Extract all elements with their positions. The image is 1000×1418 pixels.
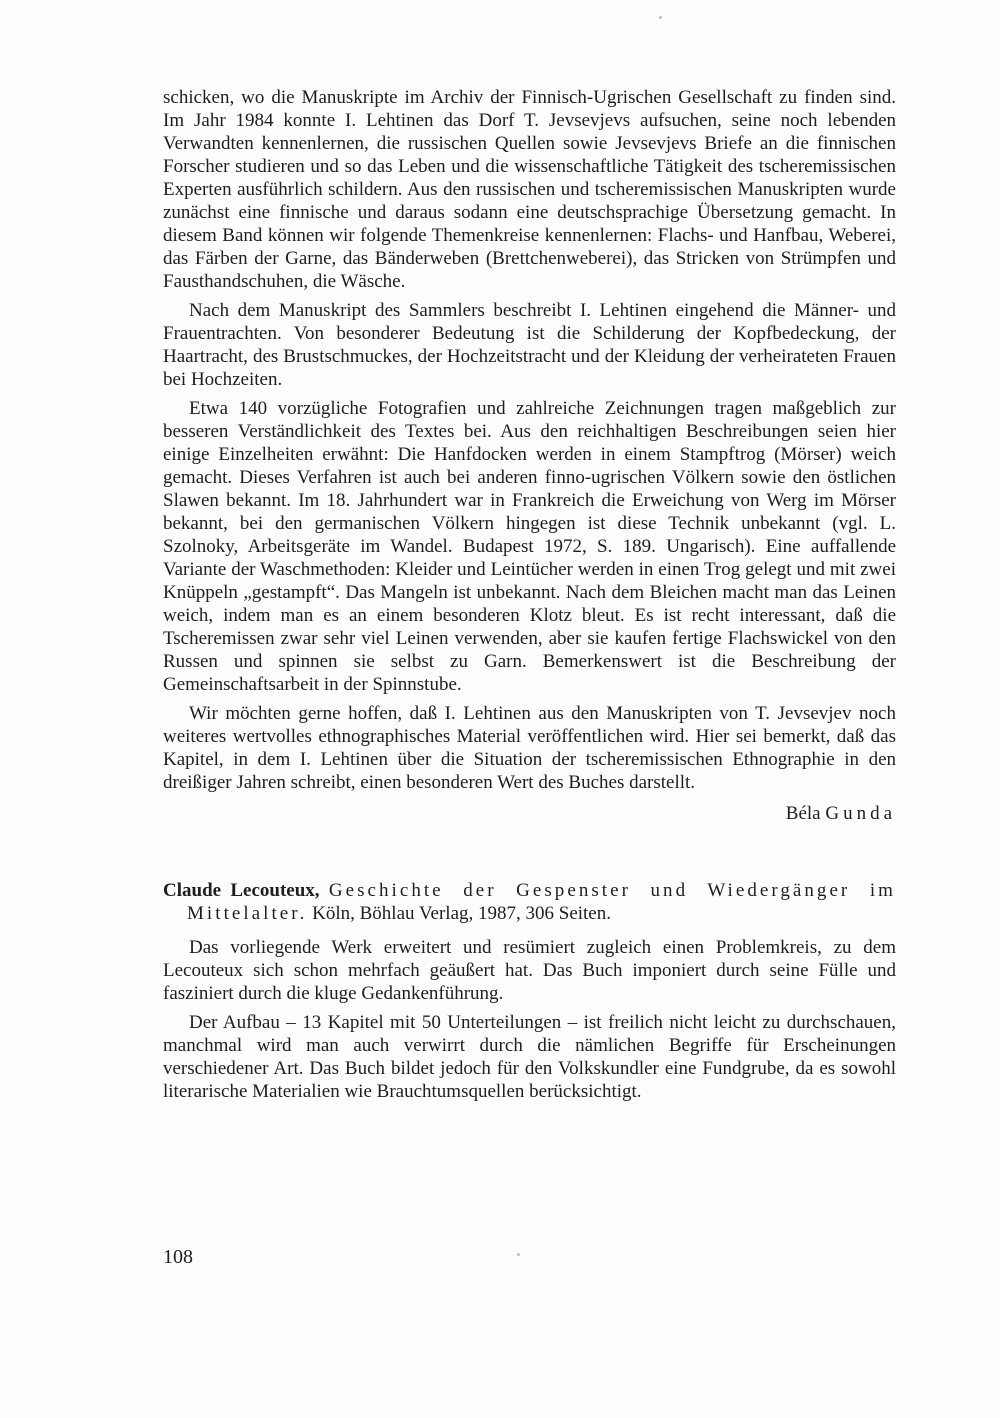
book-publication: Köln, Böhlau Verlag, 1987, 306 Seiten. — [312, 903, 611, 924]
signature-surname: Gunda — [825, 803, 896, 824]
body-paragraph: Der Aufbau – 13 Kapitel mit 50 Unterteilungen – ist freilich nicht leicht zu durchschauen, manchmal wird man auch verwirrt durch die nämlichen Begriffe für Erscheinungen verschiedener Art. Das Buch bildet jedoch für den Volkskundler eine Fundgrube, da es sowohl literarische Materialien wie Brauchtumsquellen berücksichtigt. — [163, 1012, 896, 1102]
book-title: Geschichte der Gespenster und Wiedergänger im Mittelalter. — [187, 880, 896, 924]
signature-given-name: Béla — [785, 803, 821, 824]
body-paragraph: schicken, wo die Manuskripte im Archiv der Finnisch-Ugrischen Gesellschaft zu finden sind. Im Jahr 1984 konnte I. Lehtinen das Dorf T. Jevsevjevs aufsuchen, seine noch lebenden Verwandten kennenlernen, die russischen Quellen sowie Jevsevjevs Briefe an die finnischen Forscher studieren und so das Leben und die wissenschaftliche Tätigkeit des tscheremissischen Experten ausführlich schildern. Aus den russischen und tscheremissischen Manuskripten wurde zunächst eine finnische und daraus sodann eine deutschsprachige Übersetzung gemacht. In diesem Band können wir folgende Themenkreise kennenlernen: Flachs- und Hanfbau, Weberei, das Färben der Garne, das Bänderweben (Brettchenweberei), das Stricken von Strümpfen und Fausthandschuhen, die Wäsche. — [163, 87, 896, 292]
review-signature — [163, 802, 896, 825]
review-lehtinen — [163, 86, 896, 825]
body-paragraph: Nach dem Manuskript des Sammlers beschreibt I. Lehtinen eingehend die Männer- und Frauentrachten. Von besonderer Bedeutung ist die Schilderung der Kopfbedeckung, der Haartracht, des Brustschmuckes, der Hochzeitstracht und der Kleidung der verheirateten Frauen bei Hochzeiten. — [163, 300, 896, 390]
book-author: Claude Lecouteux, — [163, 880, 320, 901]
review-lecouteux — [163, 879, 896, 1103]
page-number: 108 — [163, 1246, 193, 1268]
text-column — [163, 86, 896, 1103]
body-paragraph: Das vorliegende Werk erweitert und resümiert zugleich einen Problemkreis, zu dem Lecouteux sich schon mehrfach geäußert hat. Das Buch imponiert durch seine Fülle und fasziniert durch die kluge Gedankenführung. — [163, 937, 896, 1004]
body-paragraph: Etwa 140 vorzügliche Fotografien und zahlreiche Zeichnungen tragen maßgeblich zur besseren Verständlichkeit des Textes bei. Aus den reichhaltigen Beschreibungen seien hier einige Einzelheiten erwähnt: Die Hanfdocken werden in einem Stampftrog (Mörser) weich gemacht. Dieses Verfahren ist auch bei anderen finno-ugrischen Völkern sowie den östlichen Slawen bekannt. Im 18. Jahrhundert war in Frankreich die Erweichung von Werg im Mörser bekannt, bei den germanischen Völkern hingegen ist diese Technik unbekannt (vgl. L. Szolnoky, Arbeitsgeräte im Wandel. Budapest 1972, S. 189. Ungarisch). Eine auffallende Variante der Waschmethoden: Kleider und Leintücher werden in einen Trog gelegt und mit zwei Knüppeln „gestampft“. Das Mangeln ist unbekannt. Nach dem Bleichen macht man das Leinen weich, indem man es an einem besonderen Klotz bleut. Es ist recht interessant, daß die Tscheremissen zwar sehr viel Leinen verwenden, aber sie kaufen fertige Flachswickel von den Russen und spinnen sie selbst zu Garn. Bemerkenswert ist die Beschreibung der Gemeinschaftsarbeit in der Spinnstube. — [163, 398, 896, 695]
body-paragraph: Wir möchten gerne hoffen, daß I. Lehtinen aus den Manuskripten von T. Jevsevjev noch weiteres wertvolles ethnographisches Material veröffentlichen wird. Hier sei bemerkt, daß das Kapitel, in dem I. Lehtinen über die Situation der tscheremissischen Ethnographie in den dreißiger Jahren schreibt, einen besonderen Wert des Buches darstellt. — [163, 703, 896, 793]
scan-speck — [659, 16, 662, 19]
review-heading — [163, 879, 896, 925]
scan-speck — [517, 1253, 520, 1256]
